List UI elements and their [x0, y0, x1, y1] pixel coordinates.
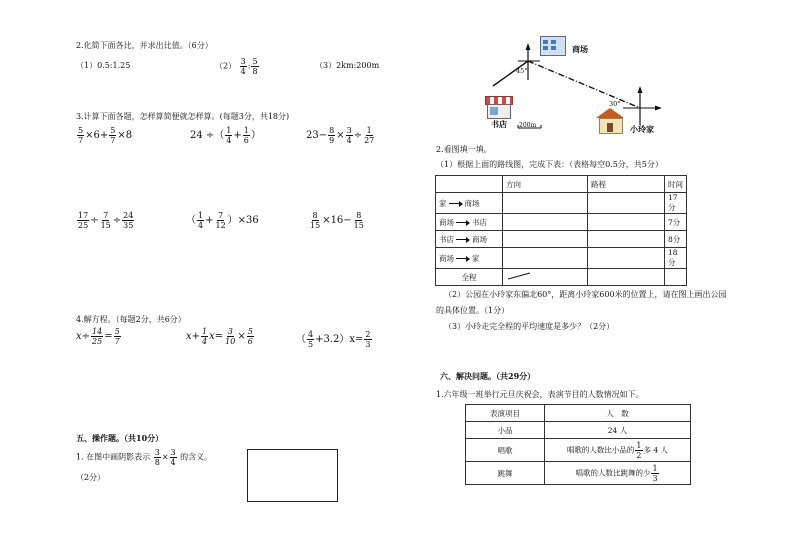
arrow-icon	[456, 237, 470, 243]
q3-expr4: $\frac{17}{25}$ ÷ $\frac{7}{15}$ ÷ $\frac{24}{35}$	[78, 211, 134, 230]
table-row: 商场 书店 7分	[436, 214, 687, 231]
section5-title: 五、操作题。（共10分）	[76, 433, 164, 443]
mall-label: 商场	[572, 44, 588, 54]
right-q2-title: 2.看图填一填。	[436, 145, 492, 154]
frac-den: 8	[252, 67, 258, 76]
mall-icon	[540, 34, 566, 54]
distance-cell[interactable]	[588, 214, 665, 231]
route-mall-home	[528, 61, 640, 108]
home-label: 小玲家	[630, 124, 654, 134]
route-table-header	[436, 176, 687, 193]
table-row: 小品 24 人	[466, 422, 691, 439]
table-row: 书店 商场 8分	[436, 231, 687, 248]
bookstore-icon	[484, 96, 514, 118]
table-row: 家 商场 17分	[436, 193, 687, 214]
slash-cell	[503, 269, 588, 286]
section6-title: 六、解决问题。（共29分）	[440, 371, 536, 381]
q2-part2-label: （2）	[215, 61, 237, 71]
q3-expr6: $\frac{8}{15}$ ×16− $\frac{8}{15}$	[310, 211, 364, 230]
performance-header: 表演项目 人 数	[466, 405, 691, 422]
q4-eq2: x+ $\frac{1}{4}$ x= $\frac{3}{10}$ × $\frac{5}{6}$	[186, 327, 253, 346]
header-time: 时间	[665, 176, 687, 193]
bookstore-label: 书店	[491, 119, 507, 129]
direction-cell[interactable]	[503, 231, 588, 248]
table-row: 跳舞 唱歌的人数比跳舞的少 $\frac{1}{3}$	[466, 462, 691, 485]
q3-expr3: 23− $\frac{8}{9}$ × $\frac{3}{4}$ ÷ $\frac{1}{27}$	[306, 126, 375, 145]
time-cell[interactable]	[665, 269, 687, 286]
slash-mark	[506, 271, 534, 281]
direction-cell[interactable]	[503, 248, 588, 269]
distance-cell[interactable]	[588, 269, 665, 286]
north-arrow-home	[638, 86, 643, 93]
q3-expr5: （ $\frac{1}{4}$ + $\frac{7}{12}$ ）×36	[186, 211, 259, 230]
east-arrow-home	[655, 106, 662, 111]
q4-eq1: x÷ $\frac{14}{25}$ = $\frac{5}{7}$	[76, 327, 120, 346]
right-q2-sub2b: 的具体位置。（1分）	[436, 306, 510, 315]
q4-title: 4.解方程。（每题2分，共6分）	[76, 315, 186, 324]
direction-cell[interactable]	[503, 214, 588, 231]
right-q2-sub2a: （2）公园在小玲家东偏北60°，距离小玲家600米的位置上，请在图上画出公园	[444, 290, 727, 299]
q2-title: 2.化简下面各比，并求出比值。（6分）	[76, 41, 213, 50]
distance-cell[interactable]	[588, 231, 665, 248]
s6-q1: 1.六年级一班举行元旦庆祝会，表演节目的人数情况如下。	[436, 390, 644, 399]
header-distance: 路程	[588, 176, 665, 193]
right-q2-sub3: （3）小玲走完全程的平均速度是多少？（2分）	[444, 322, 615, 331]
header-direction: 方向	[503, 176, 588, 193]
angle-30-label: 30°	[609, 100, 621, 108]
ratio-sep: :	[247, 61, 251, 71]
q2-part1: （1）0.5:1.25	[76, 61, 131, 70]
table-row-total: 全程	[436, 269, 687, 286]
scale-label: 200m	[519, 122, 537, 129]
distance-cell[interactable]	[588, 248, 665, 269]
shading-rectangle[interactable]	[247, 449, 338, 502]
q3-title: 3.计算下面各题，怎样算简便就怎样算。(每题3分，共18分)	[76, 112, 290, 121]
frac-num: 5	[252, 57, 258, 66]
north-arrow-mall	[526, 43, 531, 50]
q3-expr1: $\frac{5}{7}$ ×6+ $\frac{5}{7}$ ×8	[78, 126, 133, 145]
direction-cell[interactable]	[503, 193, 588, 214]
table-row: 唱歌 唱歌的人数比小品的 $\frac{1}{2}$ 多 4 人	[466, 439, 691, 462]
q3-expr2: 24 ÷（ $\frac{1}{4}$ + $\frac{1}{6}$ ）	[190, 126, 261, 145]
q2-part3: （3）2km:200m	[315, 61, 380, 70]
distance-cell[interactable]	[588, 193, 665, 214]
arrow-icon	[456, 220, 470, 226]
arrow-icon	[449, 201, 463, 207]
s5-q1: 1. 在图中画阴影表示 $\frac{3}{8}$ × $\frac{3}{4}$ 的含义。	[76, 448, 213, 467]
q2-part2	[215, 57, 260, 76]
arrow-icon	[456, 256, 470, 262]
frac-den: 4	[240, 67, 246, 76]
table-row: 商场 家 18分	[436, 248, 687, 269]
q4-eq3: （ $\frac{4}{5}$ +3.2）x= $\frac{2}{3}$	[296, 330, 371, 349]
home-icon	[596, 108, 624, 134]
performance-table	[465, 404, 691, 485]
s5-points: （2分）	[76, 473, 106, 482]
frac-num: 3	[240, 57, 246, 66]
angle-45-label: 45°	[516, 67, 528, 75]
right-q2-sub1: （1）根据上面的路线图，完成下表：（表格每空0.5分，共5分）	[436, 160, 663, 169]
route-table	[435, 175, 687, 286]
